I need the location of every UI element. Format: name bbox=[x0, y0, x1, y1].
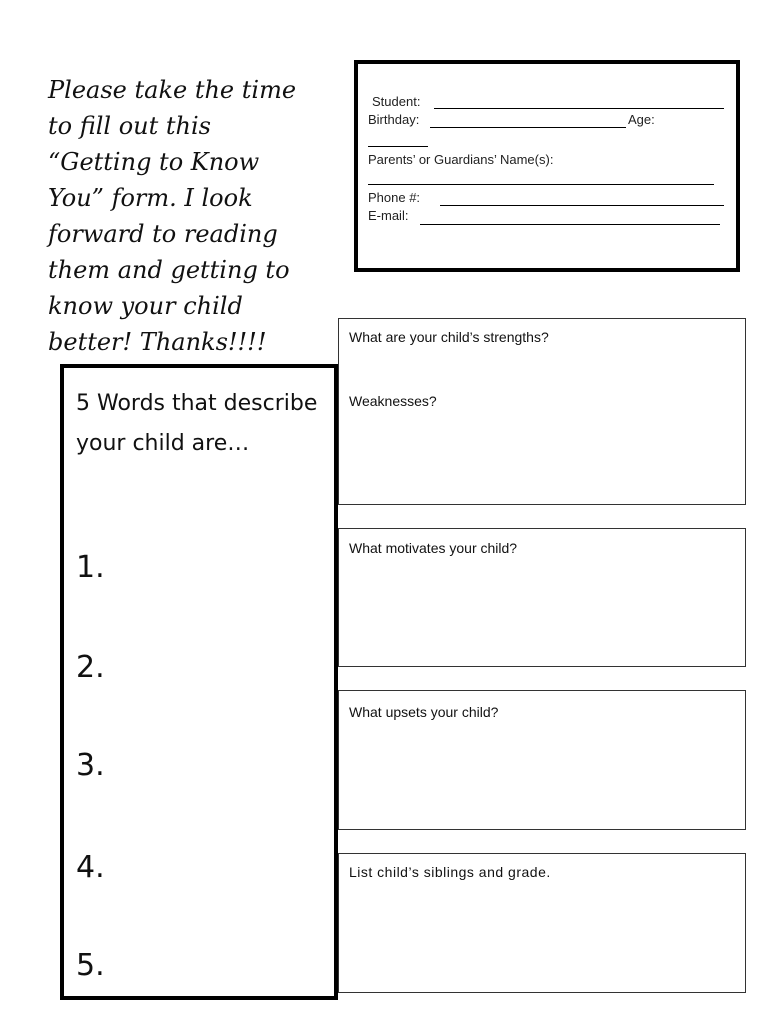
word-item-1[interactable]: 1. bbox=[76, 550, 105, 585]
phone-label: Phone #: bbox=[368, 190, 421, 205]
parents-field[interactable] bbox=[368, 184, 714, 185]
upsets-box[interactable] bbox=[338, 690, 746, 830]
five-words-box bbox=[60, 364, 338, 1000]
student-field[interactable] bbox=[434, 108, 724, 109]
email-label: E-mail: bbox=[368, 208, 409, 223]
strengths-box[interactable] bbox=[338, 318, 746, 505]
birthday-label: Birthday: bbox=[368, 112, 420, 127]
word-item-2[interactable]: 2. bbox=[76, 650, 105, 685]
strengths-question: What are your child’s strengths? bbox=[349, 329, 549, 345]
motivates-question: What motivates your child? bbox=[349, 540, 518, 556]
word-item-4[interactable]: 4. bbox=[76, 850, 105, 885]
parents-label: Parents’ or Guardians’ Name(s): bbox=[368, 152, 554, 167]
phone-field[interactable] bbox=[440, 205, 724, 206]
email-field[interactable] bbox=[420, 224, 720, 225]
intro-message: Please take the time to fill out this “Getting to Know You” form. I look forward to reading them and getting to know your child better! Thanks!!!! bbox=[48, 76, 297, 356]
siblings-box[interactable] bbox=[338, 853, 746, 993]
student-info-box bbox=[354, 60, 740, 272]
upsets-question: What upsets your child? bbox=[349, 704, 499, 720]
siblings-question: List child’s siblings and grade. bbox=[349, 864, 551, 880]
age-label: Age: bbox=[628, 112, 655, 127]
age-field[interactable] bbox=[368, 146, 428, 147]
student-label: Student: bbox=[372, 94, 421, 109]
motivates-box[interactable] bbox=[338, 528, 746, 667]
birthday-field[interactable] bbox=[430, 127, 626, 128]
word-item-5[interactable]: 5. bbox=[76, 948, 105, 983]
word-item-3[interactable]: 3. bbox=[76, 748, 105, 783]
five-words-heading: 5 Words that describe your child are… bbox=[76, 391, 318, 456]
weaknesses-question: Weaknesses? bbox=[349, 393, 437, 409]
